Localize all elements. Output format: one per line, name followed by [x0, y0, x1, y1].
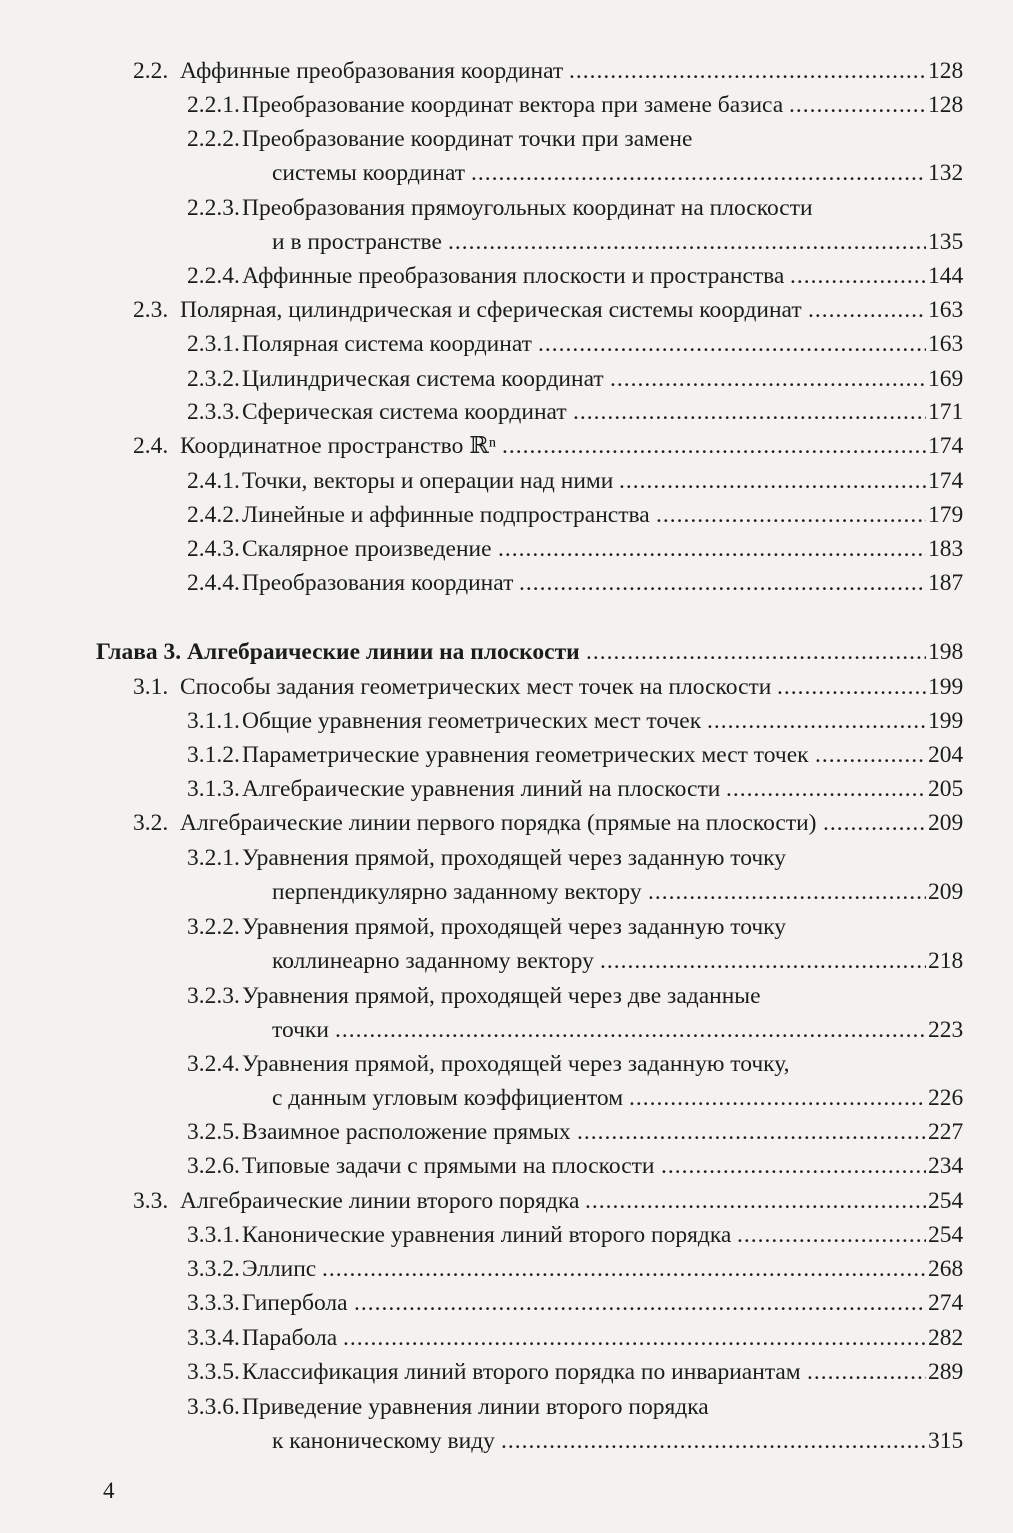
page-reference: 254 [928, 1220, 978, 1250]
page-reference: 179 [928, 500, 978, 530]
toc-entry-line [0, 534, 1013, 564]
page-reference: 227 [928, 1117, 978, 1147]
section-title: Координатное пространство ℝⁿ [180, 433, 497, 459]
toc-entry-line [0, 843, 1013, 873]
dot-leader [600, 946, 926, 976]
section-number: 3.3.2. [187, 1256, 240, 1282]
section-number: 3.3.1. [187, 1222, 240, 1248]
section-number: 2.3. [133, 297, 169, 323]
dot-leader [619, 466, 926, 496]
page-reference: 128 [928, 90, 978, 120]
dot-leader [656, 500, 926, 530]
page-reference: 144 [928, 261, 978, 291]
toc-entry-line [0, 1186, 1013, 1216]
section-title: Линейные и аффинные подпространства [242, 502, 650, 528]
toc-entry-line [0, 912, 1013, 942]
dot-leader [815, 740, 926, 770]
dot-leader [808, 295, 926, 325]
toc-entry-line [0, 706, 1013, 736]
section-number: 3.2.5. [187, 1119, 240, 1145]
section-title-continuation: точки [272, 1017, 329, 1043]
section-title: Аффинные преобразования координат [180, 58, 564, 84]
dot-leader [610, 364, 926, 394]
section-title: Глава 3. Алгебраические линии на плоскости [96, 639, 580, 665]
toc-entry-line [0, 1288, 1013, 1318]
section-number: 2.2.1. [187, 92, 240, 118]
section-number: 2.4.4. [187, 570, 240, 596]
page-reference: 183 [928, 534, 978, 564]
section-title: Полярная система координат [242, 331, 532, 357]
dot-leader [585, 1186, 926, 1216]
dot-leader [448, 227, 926, 257]
toc-entry-continuation [0, 1426, 1013, 1456]
section-title: Типовые задачи с прямыми на плоскости [242, 1153, 655, 1179]
dot-leader [807, 1357, 926, 1387]
dot-leader [569, 56, 926, 86]
page-reference: 199 [928, 706, 978, 736]
dot-leader [790, 261, 926, 291]
page-reference: 218 [928, 946, 978, 976]
section-title: Алгебраические уравнения линий на плоскости [242, 776, 721, 802]
page-reference: 226 [928, 1083, 978, 1113]
section-title: Преобразование координат точки при замене [242, 126, 693, 152]
section-number: 2.2. [133, 58, 169, 84]
section-title: Сферическая система координат [242, 399, 567, 425]
page-reference: 163 [928, 329, 978, 359]
page-reference: 315 [928, 1426, 978, 1456]
dot-leader [502, 431, 926, 461]
toc-entry-line [0, 261, 1013, 291]
section-title: Алгебраические линии первого порядка (прямые на плоскости) [180, 810, 817, 836]
toc-entry-line [0, 637, 1013, 667]
page-reference: 135 [928, 227, 978, 257]
section-title-continuation: к каноническому виду [272, 1428, 495, 1454]
section-number: 2.3.2. [187, 366, 240, 392]
section-number: 3.3.5. [187, 1359, 240, 1385]
dot-leader [586, 637, 926, 667]
section-title: Преобразования координат [242, 570, 514, 596]
dot-leader [519, 568, 926, 598]
section-number: 3.2.3. [187, 983, 240, 1009]
page-reference: 223 [928, 1015, 978, 1045]
page-reference: 169 [928, 364, 978, 394]
toc-entry-line [0, 466, 1013, 496]
section-number: 3.1.2. [187, 742, 240, 768]
section-number: 3.3.4. [187, 1325, 240, 1351]
section-number: 2.3.1. [187, 331, 240, 357]
dot-leader [343, 1323, 926, 1353]
section-number: 2.2.4. [187, 263, 240, 289]
section-title: Преобразование координат вектора при замене базиса [242, 92, 784, 118]
toc-entry-line [0, 56, 1013, 86]
section-number: 2.4. [133, 433, 169, 459]
dot-leader [471, 158, 926, 188]
section-title: Алгебраические линии второго порядка [180, 1188, 580, 1214]
section-title: Взаимное расположение прямых [242, 1119, 571, 1145]
section-title: Преобразования прямоугольных координат на плоскости [242, 195, 813, 221]
toc-entry-continuation [0, 1015, 1013, 1045]
toc-entry-line [0, 1151, 1013, 1181]
toc-entry-continuation [0, 1083, 1013, 1113]
section-title: Приведение уравнения линии второго порядка [242, 1394, 709, 1420]
toc-entry-line [0, 295, 1013, 325]
toc-entry-line [0, 672, 1013, 702]
toc-entry-line [0, 981, 1013, 1011]
section-title: Уравнения прямой, проходящей через заданную точку [242, 845, 786, 871]
toc-entry-line [0, 364, 1013, 394]
dot-leader [737, 1220, 926, 1250]
dot-leader [501, 1426, 926, 1456]
section-title: Точки, векторы и операции над ними [242, 468, 614, 494]
toc-entry-line [0, 124, 1013, 154]
toc-entry-line [0, 1220, 1013, 1250]
section-title-continuation: коллинеарно заданному вектору [272, 948, 594, 974]
section-title-continuation: с данным угловым коэффициентом [272, 1085, 624, 1111]
dot-leader [573, 397, 926, 427]
toc-entry-line [0, 1049, 1013, 1079]
section-number: 2.2.3. [187, 195, 240, 221]
toc-entry-line [0, 431, 1013, 461]
toc-entry-line [0, 808, 1013, 838]
section-number: 2.4.2. [187, 502, 240, 528]
dot-leader [726, 774, 926, 804]
section-title: Гипербола [242, 1290, 348, 1316]
page-reference: 268 [928, 1254, 978, 1284]
page-reference: 187 [928, 568, 978, 598]
page-reference: 282 [928, 1323, 978, 1353]
section-title: Параметрические уравнения геометрических мест точек [242, 742, 809, 768]
toc-entry-line [0, 568, 1013, 598]
section-title: Способы задания геометрических мест точек на плоскости [180, 674, 772, 700]
toc-entry-continuation [0, 227, 1013, 257]
section-number: 3.2.6. [187, 1153, 240, 1179]
toc-entry-line [0, 90, 1013, 120]
toc-entry-continuation [0, 158, 1013, 188]
page-reference: 209 [928, 877, 978, 907]
section-title: Полярная, цилиндрическая и сферическая системы координат [180, 297, 802, 323]
section-number: 3.3.6. [187, 1394, 240, 1420]
section-number: 3.2.4. [187, 1051, 240, 1077]
dot-leader [648, 877, 926, 907]
section-title-continuation: системы координат [272, 160, 466, 186]
page-reference: 234 [928, 1151, 978, 1181]
dot-leader [577, 1117, 926, 1147]
page-reference: 289 [928, 1357, 978, 1387]
dot-leader [777, 672, 926, 702]
section-title: Аффинные преобразования плоскости и пространства [242, 263, 785, 289]
section-number: 3.2.1. [187, 845, 240, 871]
dot-leader [707, 706, 926, 736]
page-reference: 174 [928, 466, 978, 496]
section-title-continuation: перпендикулярно заданному вектору [272, 879, 642, 905]
toc-entry-continuation [0, 877, 1013, 907]
dot-leader [823, 808, 926, 838]
page-reference: 205 [928, 774, 978, 804]
section-title: Общие уравнения геометрических мест точек [242, 708, 702, 734]
page-reference: 199 [928, 672, 978, 702]
page-reference: 163 [928, 295, 978, 325]
section-number: 3.1.1. [187, 708, 240, 734]
section-number: 3.3.3. [187, 1290, 240, 1316]
toc-entry-line [0, 1254, 1013, 1284]
section-title: Уравнения прямой, проходящей через заданную точку [242, 914, 786, 940]
section-number: 2.2.2. [187, 126, 240, 152]
section-number: 3.2.2. [187, 914, 240, 940]
section-title: Парабола [242, 1325, 338, 1351]
page-reference: 171 [928, 397, 978, 427]
dot-leader [629, 1083, 926, 1113]
page-reference: 198 [928, 637, 978, 667]
section-number: 2.4.3. [187, 536, 240, 562]
section-number: 3.2. [133, 810, 169, 836]
section-title: Канонические уравнения линий второго порядка [242, 1222, 732, 1248]
dot-leader [335, 1015, 926, 1045]
page-reference: 128 [928, 56, 978, 86]
section-number: 2.3.3. [187, 399, 240, 425]
dot-leader [538, 329, 926, 359]
dot-leader [498, 534, 926, 564]
section-number: 3.1.3. [187, 776, 240, 802]
section-title: Уравнения прямой, проходящей через заданную точку, [242, 1051, 790, 1077]
section-number: 3.3. [133, 1188, 169, 1214]
toc-entry-line [0, 1392, 1013, 1422]
toc-entry-line [0, 397, 1013, 427]
dot-leader [354, 1288, 926, 1318]
page-reference: 204 [928, 740, 978, 770]
section-title: Цилиндрическая система координат [242, 366, 604, 392]
dot-leader [322, 1254, 926, 1284]
page-reference: 209 [928, 808, 978, 838]
toc-entry-line [0, 1357, 1013, 1387]
page-reference: 174 [928, 431, 978, 461]
section-title-continuation: и в пространстве [272, 229, 442, 255]
section-number: 2.4.1. [187, 468, 240, 494]
toc-entry-line [0, 1323, 1013, 1353]
toc-entry-line [0, 740, 1013, 770]
toc-entry-line [0, 1117, 1013, 1147]
page-reference: 132 [928, 158, 978, 188]
toc-entry-line [0, 329, 1013, 359]
toc-entry-line [0, 774, 1013, 804]
page-number: 4 [103, 1478, 115, 1503]
section-title: Эллипс [242, 1256, 317, 1282]
toc-entry-continuation [0, 946, 1013, 976]
section-title: Скалярное произведение [242, 536, 492, 562]
section-title: Уравнения прямой, проходящей через две заданные [242, 983, 761, 1009]
toc-entry-line [0, 500, 1013, 530]
page-reference: 274 [928, 1288, 978, 1318]
toc-entry-line [0, 193, 1013, 223]
dot-leader [789, 90, 926, 120]
dot-leader [661, 1151, 926, 1181]
section-number: 3.1. [133, 674, 169, 700]
section-title: Классификация линий второго порядка по инвариантам [242, 1359, 801, 1385]
page-reference: 254 [928, 1186, 978, 1216]
